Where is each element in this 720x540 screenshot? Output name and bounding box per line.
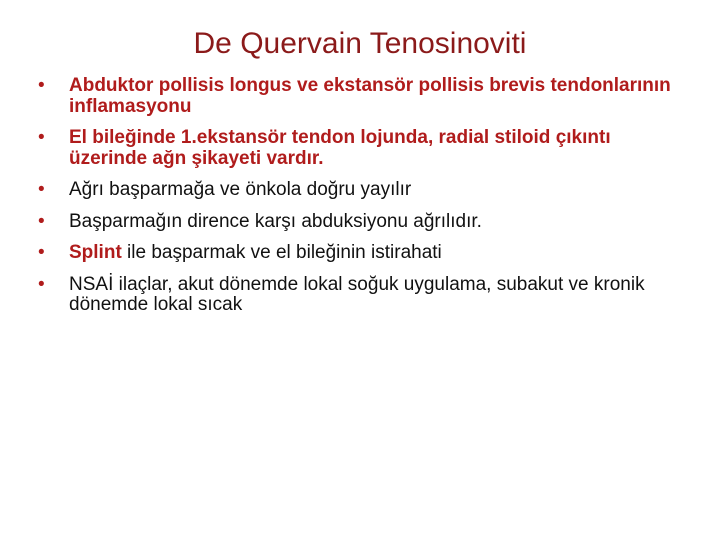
bullet-item (38, 275, 688, 316)
bullet-item (38, 212, 688, 233)
bullet-dot-icon: • (38, 273, 45, 295)
bullet-dot-icon: • (38, 179, 45, 200)
slide-title: De Quervain Tenosinoviti (193, 27, 527, 60)
bullet-dot-icon: • (38, 75, 45, 96)
bullet-text: Ağrı başparmağa ve önkola doğru yayılır (69, 179, 412, 200)
bullet-item (38, 243, 688, 264)
bullet-dot-icon: • (38, 210, 45, 232)
bullet-text: ile başparmak ve el bileğinin istirahati (121, 242, 442, 263)
bullet-text: NSAİ ilaçlar, akut dönemde lokal soğuk uygulama, subakut ve kronik dönemde lokal sıcak (69, 273, 645, 315)
bullet-item (38, 180, 688, 201)
bullet-text: El bileğinde 1.ekstansör tendon lojunda, radial stiloid çıkıntı üzerinde ağn şikayeti vardır. (69, 127, 611, 169)
bullet-text: Başparmağın dirence karşı abduksiyonu ağrılıdır. (69, 210, 482, 232)
bullet-item (38, 128, 688, 169)
bullet-emphasis-text: Splint (69, 242, 122, 263)
bullet-dot-icon: • (38, 127, 45, 148)
bullet-dot-icon: • (38, 242, 45, 263)
bullet-list (38, 76, 688, 327)
bullet-item (38, 76, 688, 117)
bullet-text: Abduktor pollisis longus ve ekstansör pollisis brevis tendonlarının inflamasyonu (69, 75, 671, 117)
